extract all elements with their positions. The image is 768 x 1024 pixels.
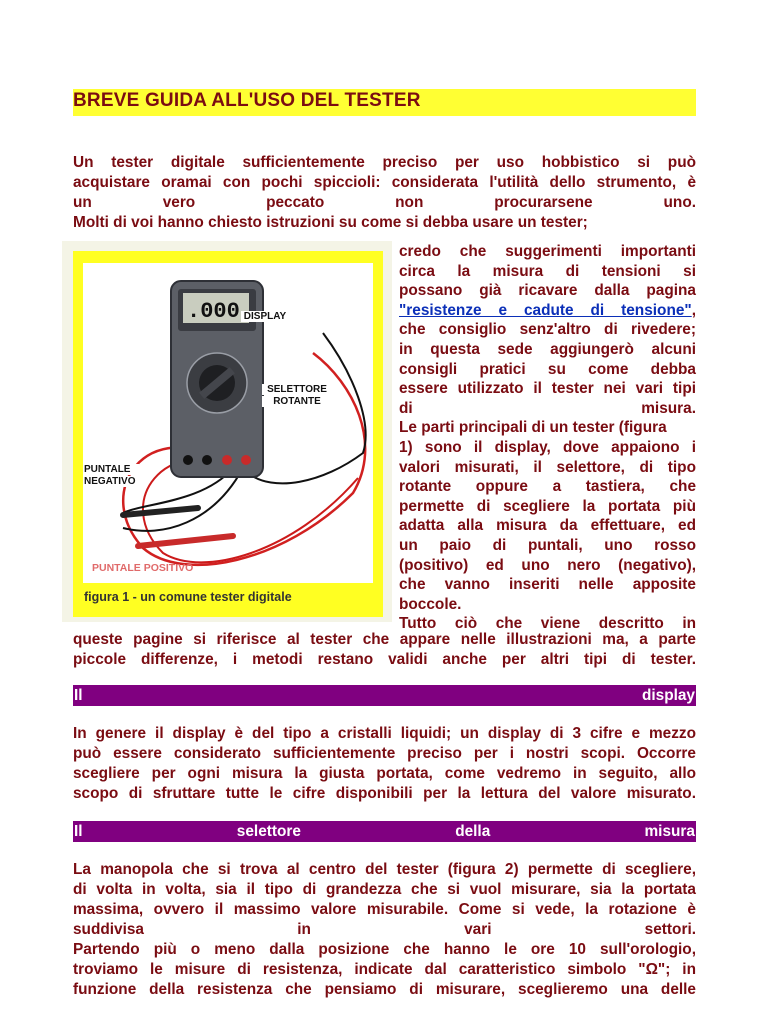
text-line: suddivisa in vari settori. bbox=[73, 921, 696, 938]
continuation-paragraph bbox=[73, 630, 696, 670]
intro-line: Molti di voi hanno chiesto istruzioni su come si debba usare un tester; bbox=[73, 214, 588, 231]
label-selector-2: ROTANTE bbox=[262, 396, 332, 407]
heading-word: misura bbox=[644, 822, 695, 840]
text-line: di volta in volta, sia il tipo di grandezza che si vuol misurare, sia la portata bbox=[73, 881, 696, 898]
multimeter-illustration bbox=[83, 263, 373, 583]
text-line: essere utilizzato il tester nei vari tipi bbox=[399, 380, 696, 398]
intro-paragraph bbox=[73, 153, 696, 233]
text-line: consigli pratici su come debba bbox=[399, 360, 696, 378]
link-line bbox=[399, 301, 696, 321]
text-line: queste pagine si riferisce al tester che appare nelle illustrazioni ma, a parte bbox=[73, 631, 696, 648]
display-paragraph bbox=[73, 724, 696, 804]
text-line: (positivo) ed uno nero (negativo), bbox=[399, 556, 696, 574]
text-line: che consiglio senz'altro di rivedere; bbox=[399, 321, 696, 339]
page-title: BREVE GUIDA ALL'USO DEL TESTER bbox=[73, 90, 421, 111]
text-line: circa la misura di tensioni si bbox=[399, 262, 696, 280]
intro-line: Un tester digitale sufficientemente preciso per uso hobbistico si può bbox=[73, 154, 696, 171]
intro-line: acquistare oramai con pochi spiccioli: considerata l'utilità dello strumento, è bbox=[73, 174, 696, 191]
text-line: piccole differenze, i metodi restano validi anche per altri tipi di tester. bbox=[73, 651, 696, 668]
section-heading-display bbox=[73, 685, 696, 706]
text-line: massima, ovvero il massimo valore misurabile. Come si vede, la rotazione è bbox=[73, 901, 696, 918]
figure-caption: figura 1 - un comune tester digitale bbox=[84, 590, 292, 604]
text-line: 1) sono il display, dove appaiono i bbox=[399, 438, 696, 456]
label-display: DISPLAY bbox=[241, 311, 289, 322]
text-line: scopo di sfruttare tutte le cifre disponibili per la lettura del valore misurato. bbox=[73, 785, 696, 802]
text-line: In genere il display è del tipo a cristalli liquidi; un display di 3 cifre e mezzo bbox=[73, 725, 696, 742]
heading-word: della bbox=[455, 822, 491, 840]
text-line: adatta alla misura da effettuare, ed bbox=[399, 517, 696, 535]
label-positive: PUNTALE POSITIVO bbox=[92, 562, 194, 574]
right-column-text bbox=[399, 242, 696, 634]
heading-word: Il bbox=[74, 822, 83, 840]
heading-word: Il bbox=[74, 686, 83, 704]
text-line: La manopola che si trova al centro del tester (figura 2) permette di scegliere, bbox=[73, 861, 696, 878]
text-line: Partendo più o meno dalla posizione che hanno le ore 10 sull'orologio, bbox=[73, 941, 696, 958]
text-line: troviamo le misure di resistenza, indicate dal caratteristico simbolo "Ω"; in bbox=[73, 961, 696, 978]
text-line: scegliere per ogni misura la giusta portata, come vedremo in seguito, allo bbox=[73, 765, 696, 782]
label-negative-1: PUNTALE bbox=[84, 464, 139, 475]
text-line: in questa sede aggiungerò alcuni bbox=[399, 340, 696, 358]
text-line: può essere considerato sufficientemente preciso per i nostri scopi. Occorre bbox=[73, 745, 696, 762]
text-line: permette di scegliere la portata più bbox=[399, 497, 696, 515]
text-line: Tutto ciò che viene descritto in bbox=[399, 615, 696, 633]
resistenze-link[interactable]: "resistenze e cadute di tensione" bbox=[399, 301, 692, 319]
text-line: boccole. bbox=[399, 595, 462, 613]
text-line: possano già ricavare dalla pagina bbox=[399, 282, 696, 300]
text-line: funzione della resistenza che pensiamo di misurare, sceglieremo una delle bbox=[73, 981, 696, 998]
text-line: che vanno inseriti nelle apposite bbox=[399, 576, 696, 594]
intro-line: un vero peccato non procurarsene uno. bbox=[73, 194, 696, 211]
section-heading-selector bbox=[73, 821, 696, 842]
label-selector-1: SELETTORE bbox=[262, 384, 332, 395]
heading-word: selettore bbox=[236, 822, 301, 840]
tester-photo bbox=[83, 263, 373, 583]
heading-word: display bbox=[641, 686, 695, 704]
text-line: rotante oppure a tastiera, che bbox=[399, 478, 696, 496]
text-line: valori misurati, il selettore, di tipo bbox=[399, 458, 696, 476]
text-line: un paio di puntali, uno rosso bbox=[399, 536, 696, 554]
label-negative-2: NEGATIVO bbox=[84, 476, 139, 487]
text-line: di misura. bbox=[399, 399, 696, 417]
link-comma: , bbox=[691, 301, 696, 319]
selector-paragraph bbox=[73, 860, 696, 1000]
text-line: Le parti principali di un tester (figura bbox=[399, 419, 667, 437]
text-line: credo che suggerimenti importanti bbox=[399, 243, 696, 260]
display-digits: .000 bbox=[187, 299, 240, 324]
